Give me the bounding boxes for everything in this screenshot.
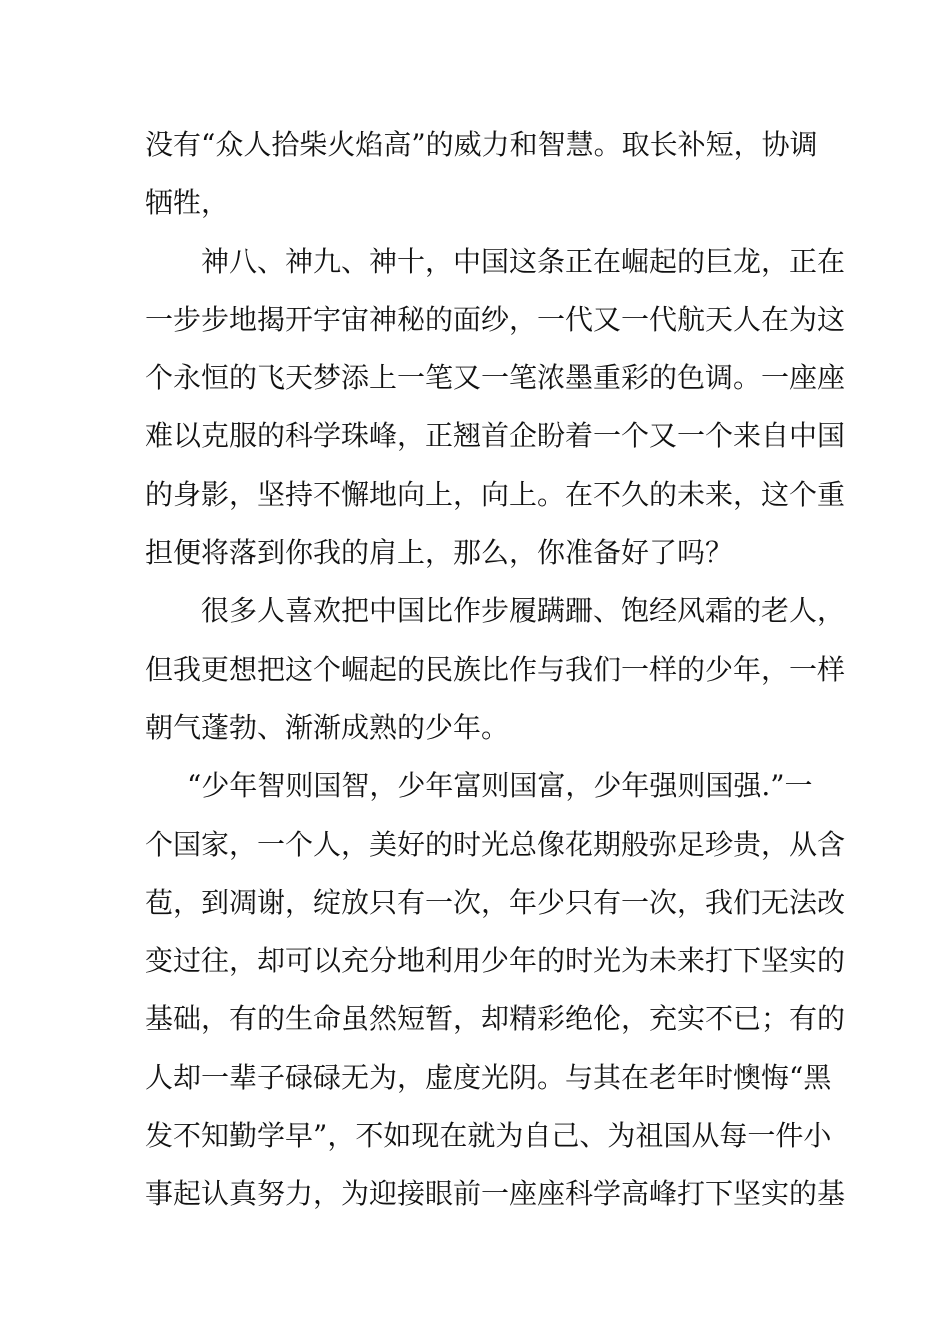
text-line: 很多人喜欢把中国比作步履蹒跚、饱经风霜的老人， [201,594,846,628]
text-line: 一步步地揭开宇宙神秘的面纱，一代又一代航天人在为这 [145,302,846,336]
text-line: 担便将落到你我的肩上，那么，你准备好了吗？ [145,536,734,570]
text-line: 苞，到凋谢，绽放只有一次，年少只有一次，我们无法改 [145,885,846,919]
document-body [145,116,846,1224]
text-line: 的身影，坚持不懈地向上，向上。在不久的未来，这个重 [145,477,846,511]
text-line: 个国家，一个人，美好的时光总像花期般弥足珍贵，从含 [145,827,846,861]
text-line: 神八、神九、神十，中国这条正在崛起的巨龙，正在 [201,244,846,278]
text-line: 个永恒的飞天梦添上一笔又一笔浓墨重彩的色调。一座座 [145,361,846,395]
text-line: 事起认真努力，为迎接眼前一座座科学高峰打下坚实的基 [145,1177,846,1211]
text-line: 牺牲， [145,186,230,220]
text-line: 难以克服的科学珠峰，正翘首企盼着一个又一个来自中国 [145,419,846,453]
paragraph-1 [145,116,818,233]
text-line: “少年智则国智，少年富则国富，少年强则国强.”一 [187,769,813,803]
text-line: 发不知勤学早”，不如现在就为自己、为祖国从每一件小 [145,1119,832,1153]
paragraph-2 [145,233,846,583]
text-line: 基础，有的生命虽然短暂，却精彩绝伦，充实不已；有的 [145,1002,846,1036]
paragraph-4 [145,757,846,1223]
text-line: 人却一辈子碌碌无为，虚度光阴。与其在老年时懊悔“黑 [145,1060,832,1094]
text-line: 朝气蓬勃、渐渐成熟的少年。 [145,710,510,744]
text-line: 变过往，却可以充分地利用少年的时光为未来打下坚实的 [145,944,846,978]
text-line: 没有“众人拾柴火焰高”的威力和智慧。取长补短，协调 [145,128,818,161]
text-line: 但我更想把这个崛起的民族比作与我们一样的少年，一样 [145,652,846,686]
paragraph-3 [145,582,846,757]
